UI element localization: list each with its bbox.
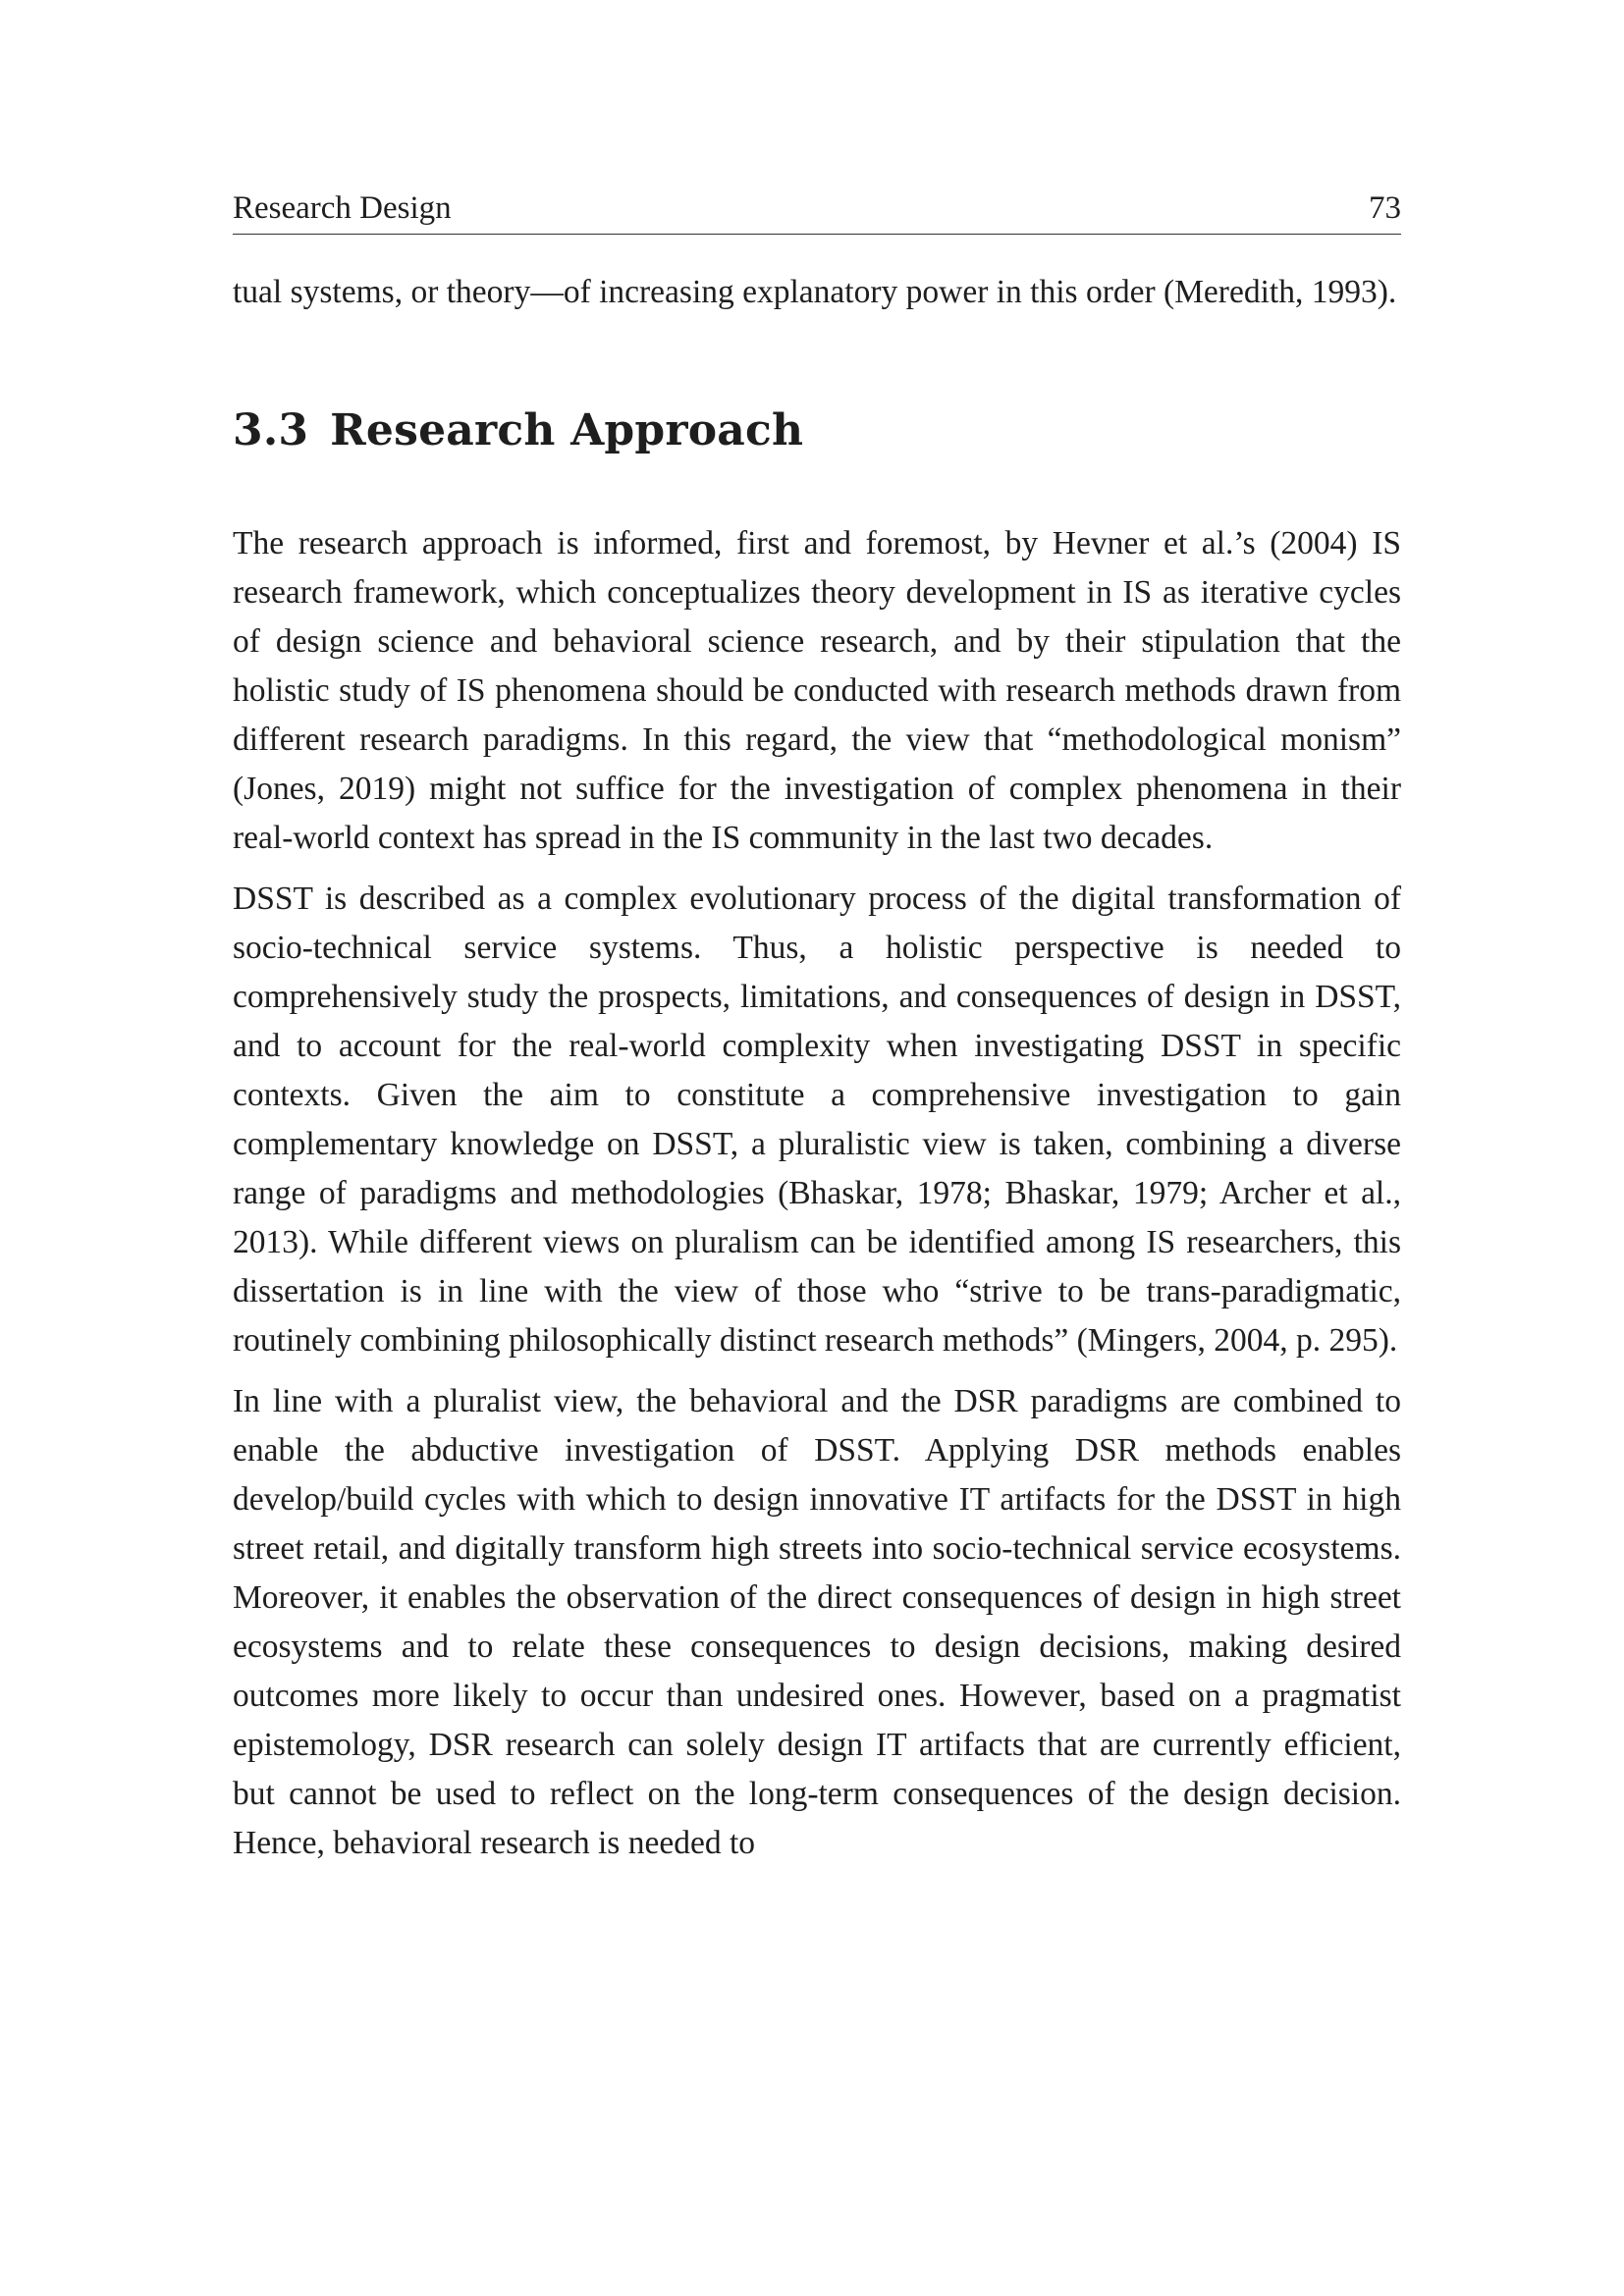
section-title: Research Approach xyxy=(330,405,804,455)
section-number: 3.3 xyxy=(233,405,309,455)
running-header xyxy=(233,187,1401,235)
paragraph-1: The research approach is informed, first and foremost, by Hevner et al.’s (2004) IS research framework, which conceptualizes theory development in IS as iterative cycles of design science and behavioral science research, and by their stipulation that the holistic study of IS phenomena should be conducted with research methods drawn from different research paradigms. In this regard, the view that “methodological monism” (Jones, 2019) might not suffice for the investigation of complex phenomena in their real-world context has spread in the IS community in the last two decades. xyxy=(233,525,1401,856)
section-heading xyxy=(233,401,1401,460)
paragraph-2: DSST is described as a complex evolutionary process of the digital transformation of socio-technical service systems. Thus, a holistic perspective is needed to comprehensively study the prospects, limitations, and consequences of design in DSST, and to account for the real-world complexity when investigating DSST in specific contexts. Given the aim to constitute a comprehensive investigation to gain complementary knowledge on DSST, a pluralistic view is taken, combining a diverse range of paradigms and methodologies (Bhaskar, 1978; Bhaskar, 1979; Archer et al., 2013). While different views on pluralism can be identified among IS researchers, this dissertation is in line with the view of those who “strive to be trans-paradigmatic, routinely combining philosophically distinct research methods” (Mingers, 2004, p. 295). xyxy=(233,881,1401,1359)
page-content xyxy=(233,187,1401,1868)
paragraph-3: In line with a pluralist view, the behavioral and the DSR paradigms are combined to enable the abductive investigation of DSST. Applying DSR methods enables develop/build cycles with which to design innovative IT artifacts for the DSST in high street retail, and digitally transform high streets into socio-technical service ecosystems. Moreover, it enables the observation of the direct consequences of design in high street ecosystems and to relate these consequences to design decisions, making desired outcomes more likely to occur than undesired ones. However, based on a pragmatist epistemology, DSR research can solely design IT artifacts that are currently efficient, but cannot be used to reflect on the long-term consequences of the design decision. Hence, behavioral research is needed to xyxy=(233,1383,1401,1861)
page-number: 73 xyxy=(1369,190,1401,226)
section-body xyxy=(233,519,1401,1868)
continuation-paragraph: tual systems, or theory—of increasing explanatory power in this order (Meredith, 1993). xyxy=(233,274,1397,310)
chapter-title: Research Design xyxy=(233,190,452,226)
